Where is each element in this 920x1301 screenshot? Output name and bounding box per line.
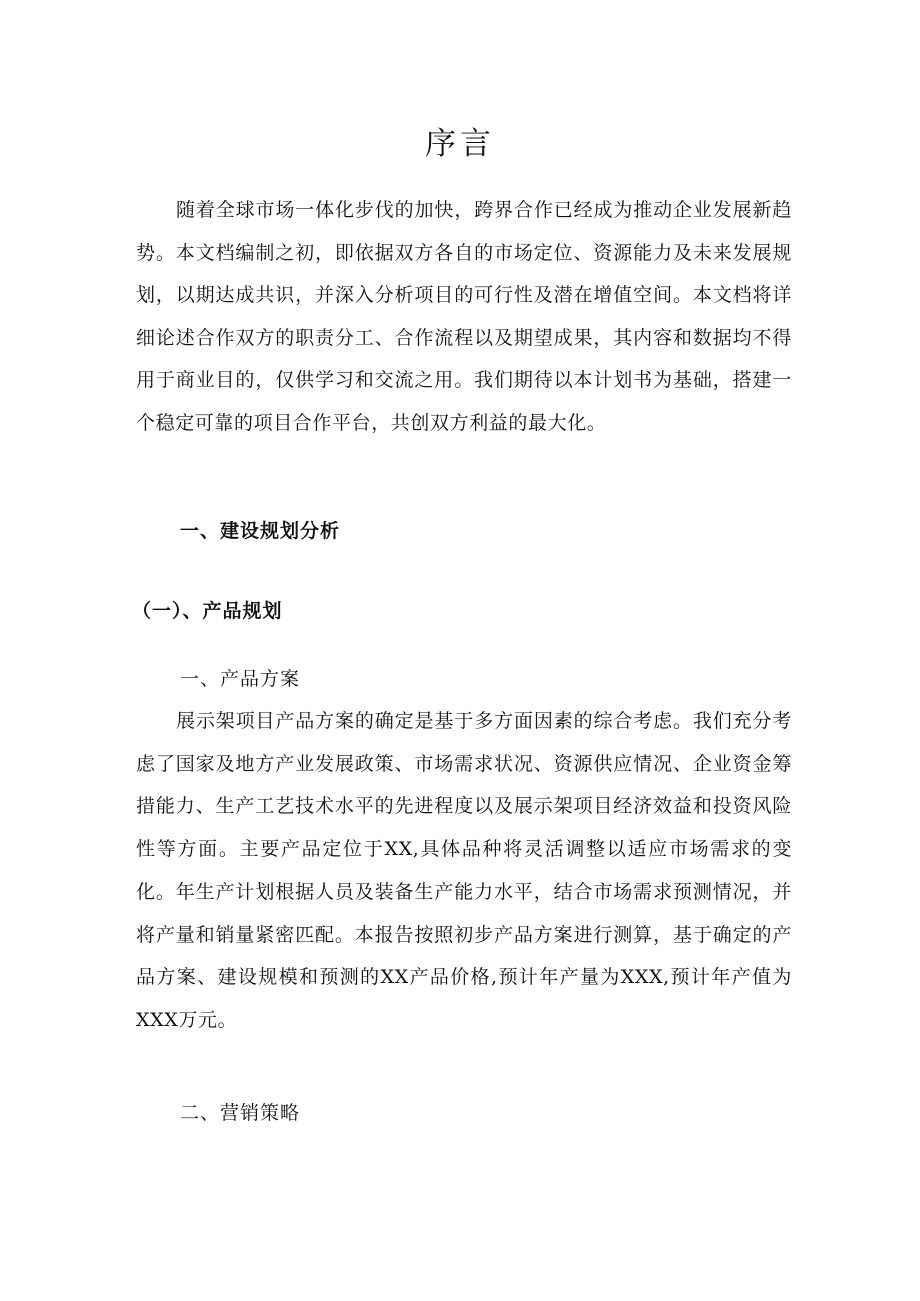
preface-paragraph: 随着全球市场一体化步伐的加快，跨界合作已经成为推动企业发展新趋势。本文档编制之初，即依据双方各自的市场定位、资源能力及未来发展规划，以期达成共识，并深入分析项目的可行性及潜在增值空间。本文档将详细论述合作双方的职责分工、合作流程以及期望成果，其内容和数据均不得用于商业目的，仅供学习和交流之用。我们期待以本计划书为基础，搭建一个稳定可靠的项目合作平台，共创双方利益的最大化。	[136, 199, 792, 434]
item-heading-product-plan: 一、产品方案	[180, 668, 301, 690]
product-plan-paragraph: 展示架项目产品方案的确定是基于多方面因素的综合考虑。我们充分考虑了国家及地方产业发展政策、市场需求状况、资源供应情况、企业资金筹措能力、生产工艺技术水平的先进程度以及展示架项目经济效益和投资风险性等方面。主要产品定位于XX,具体品种将灵活调整以适应市场需求的变化。年生产计划根据人员及装备生产能力水平，结合市场需求预测情况，并将产量和销量紧密匹配。本报告按照初步产品方案进行测算，基于确定的产品方案、建设规模和预测的XX产品价格,预计年产量为XXX,预计年产值为XXX万元。	[136, 710, 792, 1031]
document-title: 序言	[425, 126, 495, 162]
item-heading-marketing-strategy: 二、营销策略	[180, 1102, 301, 1124]
section-heading-construction-planning: 一、建设规划分析	[180, 520, 341, 542]
subsection-heading-product-planning: （一）、产品规划	[132, 600, 283, 622]
